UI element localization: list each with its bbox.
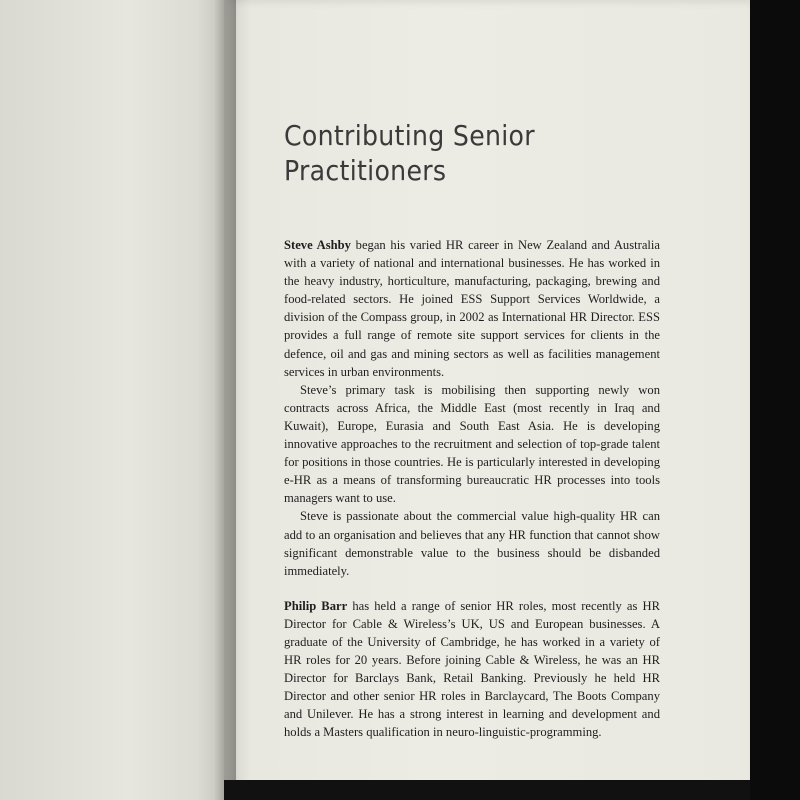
page-bottom-shadow: [224, 780, 750, 800]
chapter-title: [284, 118, 660, 188]
bio-paragraph: Steve’s primary task is mobilising then supporting newly won contracts across Africa, the Middle East (most recently in Iraq and Kuwait), Europe, Eurasia and South East Asia. He is developing innovative approaches to the recruitment and selection of top-grade talent for positions in those countries. He is particularly interested in developing e-HR as a means of transforming bureaucratic HR processes into tools managers want to use.: [284, 382, 660, 506]
bio-paragraph: Steve is passionate about the commercial value high-quality HR can add to an organisation and believes that any HR function that cannot show significant demonstrable value to the business should be disbanded immediately.: [284, 509, 660, 578]
bio-name: Steve Ashby: [284, 238, 351, 252]
chapter-title-line-1: Contributing Senior: [284, 119, 535, 152]
bios-section: [284, 236, 660, 742]
bio-philip-barr: [284, 597, 660, 742]
book-gutter: [214, 0, 236, 800]
left-page: [0, 0, 232, 800]
bio-name: Philip Barr: [284, 598, 348, 613]
page-content: [284, 118, 660, 742]
bio-text: has held a range of senior HR roles, most recently as HR Director for Cable & Wireless’s UK, US and European businesses. A graduate of the University of Cambridge, he has worked in a variety of HR roles for 20 years. Before joining Cable & Wireless, he was an HR Director for Barclays Bank, Retail Banking. Previously he held HR Director and other senior HR roles in Barclaycard, The Boots Company and Unilever. He has a strong interest in learning and development and holds a Masters qualification in neuro-linguistic-programming.: [284, 598, 660, 740]
bio-paragraph: [284, 597, 660, 742]
bio-steve-ashby: [284, 236, 660, 580]
bio-text: began his varied HR career in New Zealand and Australia with a variety of national and international businesses. He has worked in the heavy industry, horticulture, manufacturing, packaging, brewing and food-related sectors. He joined ESS Support Services Worldwide, a division of the Compass group, in 2002 as International HR Director. ESS provides a full range of remote site support services for clients in the defence, oil and gas and mining sectors as well as facilities management services in urban environments.: [284, 238, 661, 379]
chapter-title-line-2: Practitioners: [284, 154, 447, 187]
bio-paragraph: [284, 236, 660, 381]
